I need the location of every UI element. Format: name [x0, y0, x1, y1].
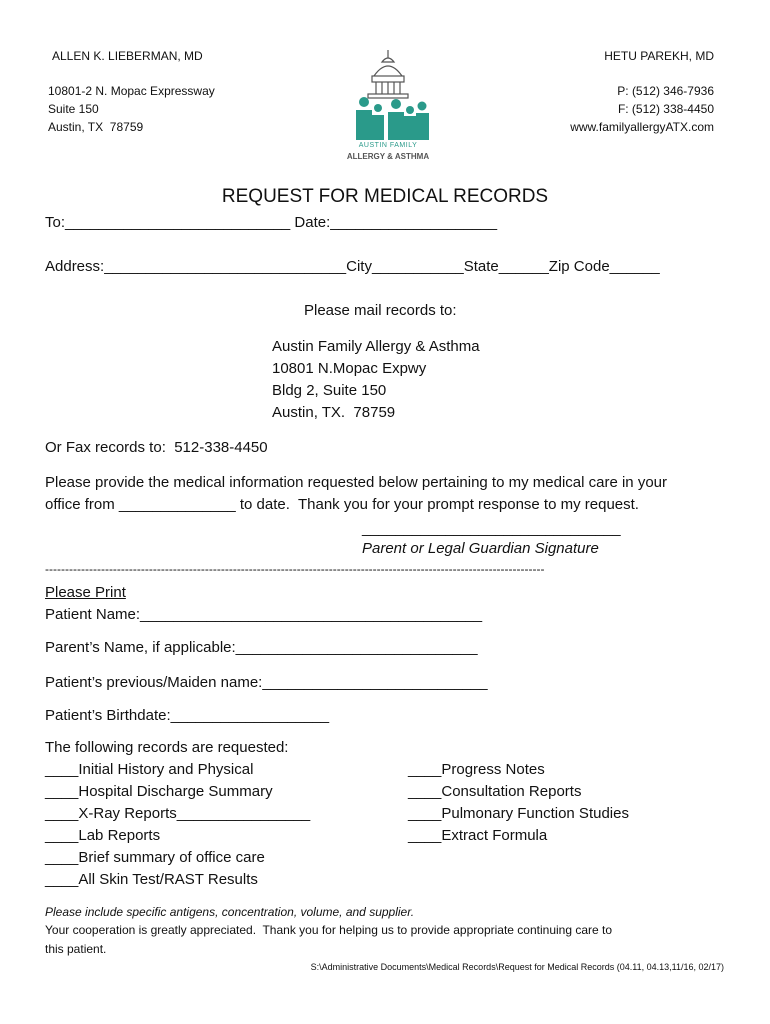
mail-address-line3: Bldg 2, Suite 150 [272, 382, 387, 399]
note-italic: Please include specific antigens, concentration, volume, and supplier. [45, 905, 415, 919]
request-date-range-field[interactable]: office from ______________ to date. Thank you for your prompt response to my request. [45, 496, 639, 513]
mail-prompt: Please mail records to: [304, 302, 457, 319]
fax-records-line: Or Fax records to: 512-338-4450 [45, 439, 268, 456]
signature-field[interactable]: _______________________________ [362, 520, 621, 537]
request-text-line1: Please provide the medical information requested below pertaining to my medical care in your [45, 474, 667, 491]
to-date-field[interactable]: To:___________________________ Date:____________________ [45, 214, 498, 231]
record-option-office-care[interactable]: ____Brief summary of office care [45, 849, 265, 866]
office-address-line2: Suite 150 [48, 102, 99, 116]
record-option-hospital-discharge[interactable]: ____Hospital Discharge Summary [45, 783, 273, 800]
logo-text-line1: AUSTIN FAMILY [358, 142, 418, 149]
divider: ----------------------------------------------------------------------------------------------------------------------------- [45, 562, 545, 576]
parent-name-field[interactable]: Parent’s Name, if applicable:_____________________________ [45, 639, 478, 656]
office-fax: F: (512) 338-4450 [617, 102, 714, 116]
capitol-family-icon [338, 48, 438, 142]
logo-text-line2: ALLERGY & ASTHMA [346, 152, 430, 161]
clinic-logo [338, 48, 438, 166]
office-website: www.familyallergyATX.com [570, 120, 714, 134]
record-option-skin-test[interactable]: ____All Skin Test/RAST Results [45, 871, 258, 888]
record-option-initial-history[interactable]: ____Initial History and Physical [45, 761, 254, 778]
page-title: REQUEST FOR MEDICAL RECORDS [221, 186, 549, 207]
office-address-line3: Austin, TX 78759 [48, 120, 144, 134]
cooperation-line2: this patient. [45, 942, 107, 956]
record-option-xray[interactable]: ____X-Ray Reports________________ [45, 805, 311, 822]
signature-label: Parent or Legal Guardian Signature [362, 540, 599, 557]
mail-address-line2: 10801 N.Mopac Expwy [272, 360, 427, 377]
patient-name-field[interactable]: Patient Name:_________________________________________ [45, 606, 483, 623]
record-option-consultation[interactable]: ____Consultation Reports [408, 783, 582, 800]
birthdate-field[interactable]: Patient’s Birthdate:___________________ [45, 707, 330, 724]
record-option-progress-notes[interactable]: ____Progress Notes [408, 761, 545, 778]
record-option-extract-formula[interactable]: ____Extract Formula [408, 827, 548, 844]
mail-address-line1: Austin Family Allergy & Asthma [272, 338, 480, 355]
left-doctor-name: ALLEN K. LIEBERMAN, MD [52, 49, 203, 63]
mail-address-line4: Austin, TX. 78759 [272, 404, 396, 421]
office-address-line1: 10801-2 N. Mopac Expressway [48, 84, 215, 98]
record-option-pulmonary[interactable]: ____Pulmonary Function Studies [408, 805, 629, 822]
maiden-name-field[interactable]: Patient’s previous/Maiden name:___________________________ [45, 674, 488, 691]
record-option-lab[interactable]: ____Lab Reports [45, 827, 161, 844]
please-print-label: Please Print [45, 584, 126, 601]
right-doctor-name: HETU PAREKH, MD [604, 49, 714, 63]
records-heading: The following records are requested: [45, 739, 289, 756]
address-field[interactable]: Address:_____________________________City___________State______Zip Code______ [45, 258, 660, 275]
footer-file-path: S:\Administrative Documents\Medical Records\Request for Medical Records (04.11, 04.13,11/16, 02/17) [310, 962, 724, 972]
office-phone: P: (512) 346-7936 [617, 84, 714, 98]
cooperation-line1: Your cooperation is greatly appreciated. Thank you for helping us to provide appropriate continuing care to [45, 923, 613, 937]
